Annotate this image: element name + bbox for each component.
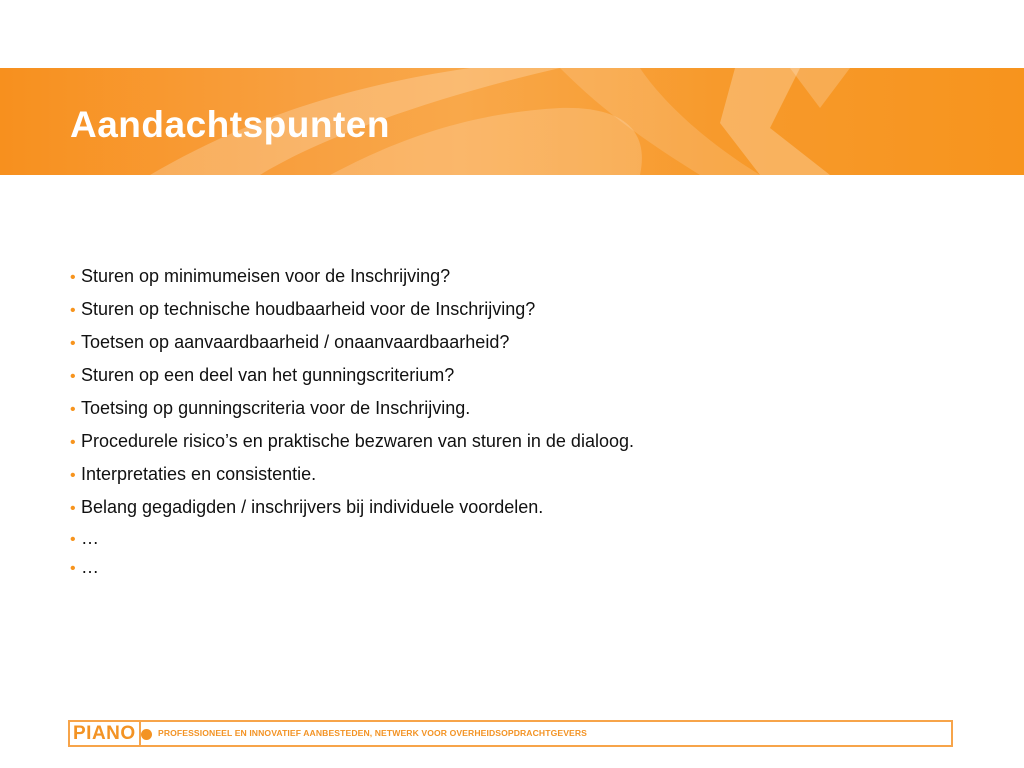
- bullet-icon: •: [70, 434, 76, 451]
- bullet-icon: •: [70, 335, 76, 352]
- bullet-text: Interpretaties en consistentie.: [81, 464, 317, 484]
- bullet-item: [70, 326, 634, 359]
- bullet-text: Sturen op een deel van het gunningscriterium?: [81, 365, 455, 385]
- bullet-item: [70, 491, 634, 524]
- footer-tagline: PROFESSIONEEL EN INNOVATIEF AANBESTEDEN, NETWERK VOOR OVERHEIDSOPDRACHTGEVERS: [158, 728, 587, 738]
- bullet-list: [70, 260, 634, 582]
- bullet-text: Belang gegadigden / inschrijvers bij individuele voordelen.: [81, 497, 544, 517]
- bullet-text: Toetsen op aanvaardbaarheid / onaanvaardbaarheid?: [81, 332, 510, 352]
- bullet-icon: •: [70, 500, 76, 517]
- slide-title: Aandachtspunten: [70, 104, 390, 145]
- bullet-icon: •: [70, 302, 76, 319]
- bullet-icon: •: [70, 368, 76, 385]
- bullet-item: [70, 425, 634, 458]
- bullet-item: [70, 392, 634, 425]
- bullet-item: [70, 458, 634, 491]
- bullet-text: Procedurele risico’s en praktische bezwaren van sturen in de dialoog.: [81, 431, 634, 451]
- bullet-item: [70, 359, 634, 392]
- bullet-item: [70, 293, 634, 326]
- bullet-icon: •: [70, 560, 76, 577]
- bullet-item: [70, 553, 634, 582]
- bullet-icon: •: [70, 531, 76, 548]
- piano-logo: PIANO: [70, 722, 141, 745]
- bullet-text: …: [81, 557, 99, 577]
- bullet-text: Sturen op technische houdbaarheid voor de Inschrijving?: [81, 299, 536, 319]
- bullet-icon: •: [70, 401, 76, 418]
- logo-circle-icon: [141, 729, 152, 740]
- bullet-icon: •: [70, 467, 76, 484]
- footer-bar: [68, 720, 953, 747]
- bullet-text: Sturen op minimumeisen voor de Inschrijving?: [81, 266, 451, 286]
- bullet-icon: •: [70, 269, 76, 286]
- bullet-item: [70, 524, 634, 553]
- bullet-text: …: [81, 528, 99, 548]
- bullet-text: Toetsing op gunningscriteria voor de Inschrijving.: [81, 398, 471, 418]
- bullet-item: [70, 260, 634, 293]
